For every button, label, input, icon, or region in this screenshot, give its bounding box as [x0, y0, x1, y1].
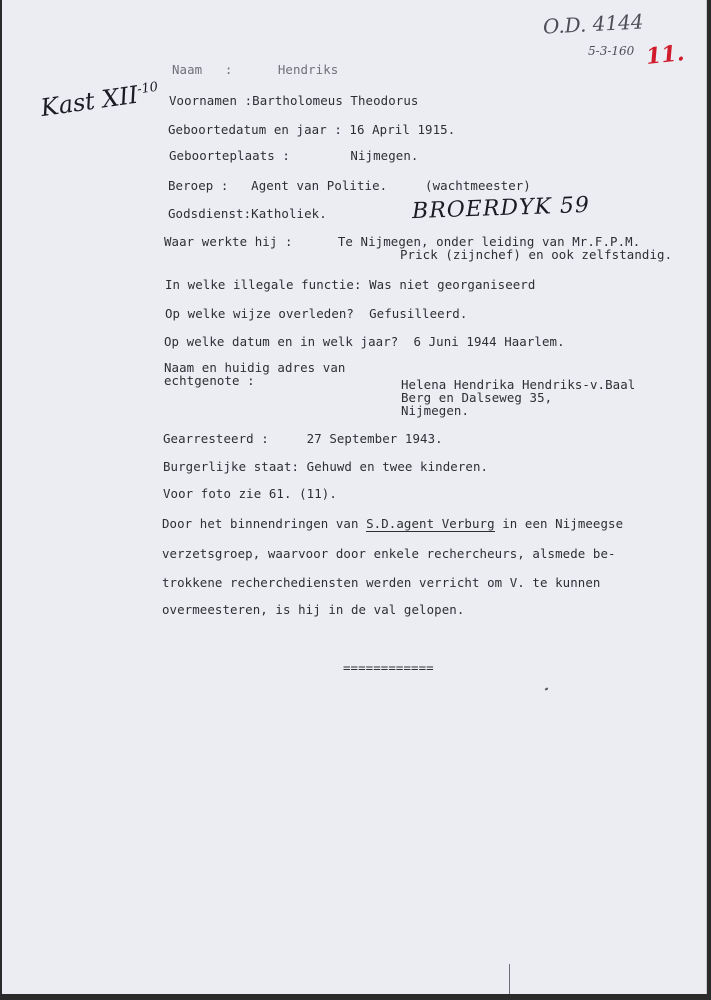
field-burgerlijke-staat: Burgerlijke staat: Gehuwd en twee kinderen.	[163, 459, 489, 474]
field-adres-line-3: Nijmegen.	[401, 403, 470, 418]
field-adres-line-1: Helena Hendrika Hendriks-v.Baal	[401, 377, 636, 392]
field-werkte-line-1: Waar werkte hij : Te Nijmegen, onder leiding van Mr.F.P.M.	[164, 234, 641, 249]
narrative-line-1	[162, 516, 623, 531]
field-adres-label-2: echtgenote :	[164, 373, 255, 388]
document-page	[2, 0, 707, 994]
od-annotation: O.D. 4144	[542, 9, 645, 39]
field-illegale-functie: In welke illegale functie: Was niet georganiseerd	[165, 277, 536, 292]
red-number-annotation: 11.	[644, 40, 686, 70]
kast-annotation	[5, 50, 165, 154]
narrative-line-4: overmeesteren, is hij in de val gelopen.	[162, 602, 465, 617]
field-geboortedatum: Geboortedatum en jaar : 16 April 1915.	[168, 122, 456, 137]
narrative-line-3: trokkene recherchediensten werden verricht om V. te kunnen	[162, 575, 601, 590]
paper-mark	[509, 964, 510, 994]
date-annotation: 5-3-160	[588, 44, 635, 58]
paper-speck	[545, 687, 549, 690]
field-adres-label-1: Naam en huidig adres van	[164, 360, 346, 375]
kast-superscript: -10	[136, 79, 160, 98]
separator-line: ============	[343, 660, 434, 675]
field-naam: Naam : Hendriks	[172, 62, 339, 77]
field-datum: Op welke datum en in welk jaar? 6 Juni 1944 Haarlem.	[164, 334, 565, 349]
field-foto: Voor foto zie 61. (11).	[163, 486, 337, 501]
field-werkte-line-2: Prick (zijnchef) en ook zelfstandig.	[400, 247, 673, 262]
field-adres-line-2: Berg en Dalseweg 35,	[401, 390, 553, 405]
field-overleden: Op welke wijze overleden? Gefusilleerd.	[165, 306, 468, 321]
narrative-text: in een Nijmeegse	[494, 516, 624, 531]
field-godsdienst: Godsdienst:Katholiek.	[168, 206, 327, 221]
narrative-underlined-name: S.D.agent Verburg	[366, 516, 495, 531]
field-gearresteerd: Gearresteerd : 27 September 1943.	[163, 431, 443, 446]
kast-text: Kast XII	[38, 80, 140, 123]
field-geboorteplaats: Geboorteplaats : Nijmegen.	[169, 148, 419, 163]
field-voornamen: Voornamen :Bartholomeus Theodorus	[169, 93, 419, 108]
narrative-text: Door het binnendringen van	[162, 516, 367, 531]
narrative-line-2: verzetsgroep, waarvoor door enkele rechercheurs, alsmede be-	[162, 546, 616, 561]
field-beroep: Beroep : Agent van Politie. (wachtmeester)	[168, 178, 531, 193]
broerdijk-annotation: BROERDYK 59	[411, 192, 591, 225]
